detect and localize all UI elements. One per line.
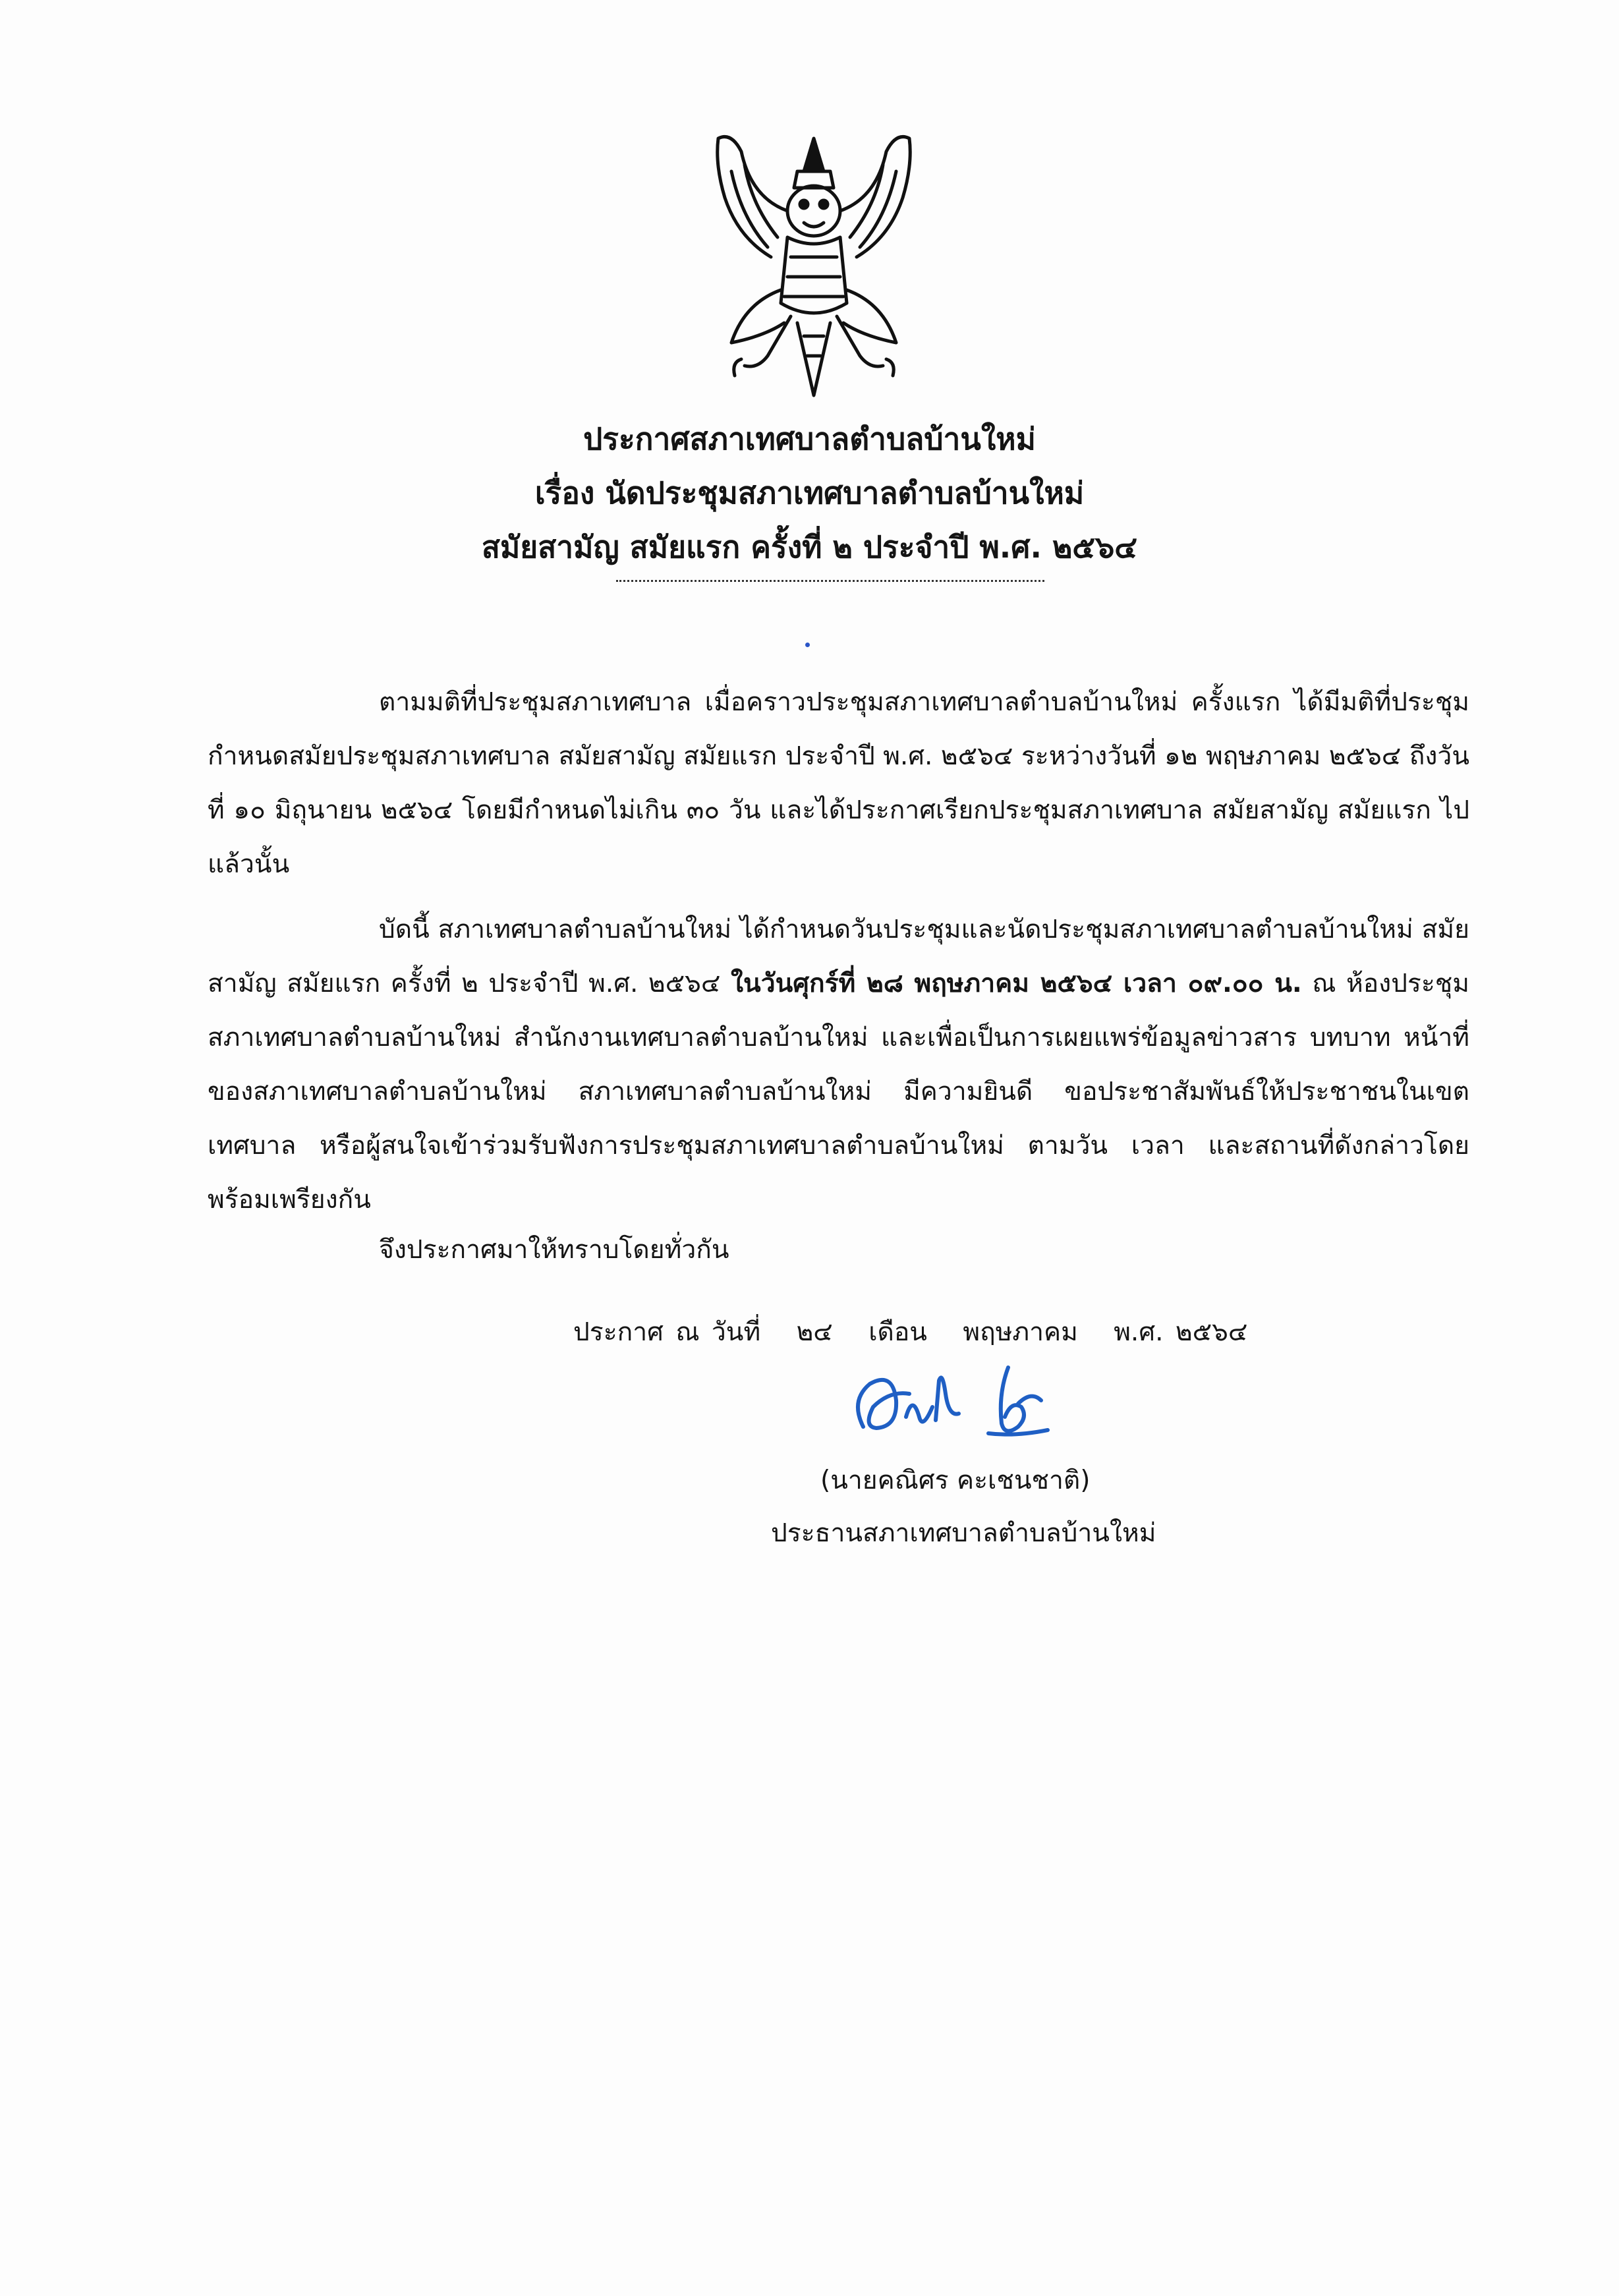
header-session: สมัยสามัญ สมัยแรก ครั้งที่ ๒ ประจำปี พ.ศ. ๒๕๖๔ — [481, 529, 1138, 565]
header-subject: เรื่อง นัดประชุมสภาเทศบาลตำบลบ้านใหม่ — [534, 475, 1085, 511]
garuda-emblem-icon — [705, 125, 923, 409]
paragraph-1-text: ตามมติที่ประชุมสภาเทศบาล เมื่อคราวประชุมสภาเทศบาลตำบลบ้านใหม่ ครั้งแรก ได้มีมติที่ประชุมกำหนดสมัยประชุมสภาเทศบาล สมัยสามัญ สมัยแรก ประจำปี พ.ศ. ๒๕๖๔ ระหว่างวันที่ ๑๒ พฤษภาคม ๒๕๖๔ ถึงวันที่ ๑๐ มิถุนายน ๒๕๖๔ โดยมีกำหนดไม่เกิน ๓๐ วัน และได้ประกาศเรียกประชุมสภาเทศบาล สมัยสามัญ สมัยแรก ไปแล้วนั้น — [208, 687, 1469, 879]
closing-statement: จึงประกาศมาให้ทราบโดยทั่วกัน — [379, 1235, 729, 1265]
handwritten-signature — [837, 1354, 1074, 1447]
body-paragraph-2 — [208, 903, 1469, 1227]
meeting-datetime: ในวันศุกร์ที่ ๒๘ พฤษภาคม ๒๕๖๔ เวลา ๐๙.๐๐ น. — [730, 969, 1302, 998]
announcement-header — [0, 412, 1619, 574]
date-year: พ.ศ. ๒๕๖๔ — [1114, 1317, 1248, 1347]
body-paragraph-1 — [208, 675, 1469, 892]
paragraph-2-text-a: บัดนี้ สภาเทศบาลตำบลบ้านใหม่ ได้กำหนดวันประชุมและนัดประชุมสภาเทศบาลตำบลบ้านใหม่ สมัยสามัญ สมัยแรก ครั้งที่ ๒ ประจำปี พ.ศ. ๒๕๖๔ — [208, 915, 1469, 998]
paragraph-2-text-b: ณ ห้องประชุมสภาเทศบาลตำบลบ้านใหม่ สำนักงานเทศบาลตำบลบ้านใหม่ และเพื่อเป็นการเผยแพร่ข้อมูลข่าวสาร บทบาท หน้าที่ของสภาเทศบาลตำบลบ้านใหม่ สภาเทศบาลตำบลบ้านใหม่ มีความยินดี ขอประชาสัมพันธ์ให้ประชาชนในเขตเทศบาล หรือผู้สนใจเข้าร่วมรับฟังการประชุมสภาเทศบาลตำบลบ้านใหม่ ตามวัน เวลา และสถานที่ดังกล่าวโดยพร้อมเพรียงกัน — [208, 969, 1469, 1215]
signer-position: ประธานสภาเทศบาลตำบลบ้านใหม่ — [771, 1518, 1156, 1548]
header-title: ประกาศสภาเทศบาลตำบลบ้านใหม่ — [583, 421, 1036, 457]
date-prefix: ประกาศ ณ วันที่ — [573, 1317, 761, 1347]
signer-name: (นายคณิศร คะเชนชาติ) — [820, 1466, 1091, 1495]
date-day: ๒๔ — [796, 1317, 833, 1347]
scan-speck — [805, 643, 810, 647]
date-month: พฤษภาคม — [963, 1317, 1078, 1347]
header-dotted-divider — [616, 580, 1044, 582]
date-month-label: เดือน — [868, 1317, 927, 1347]
announcement-date — [573, 1311, 1271, 1352]
